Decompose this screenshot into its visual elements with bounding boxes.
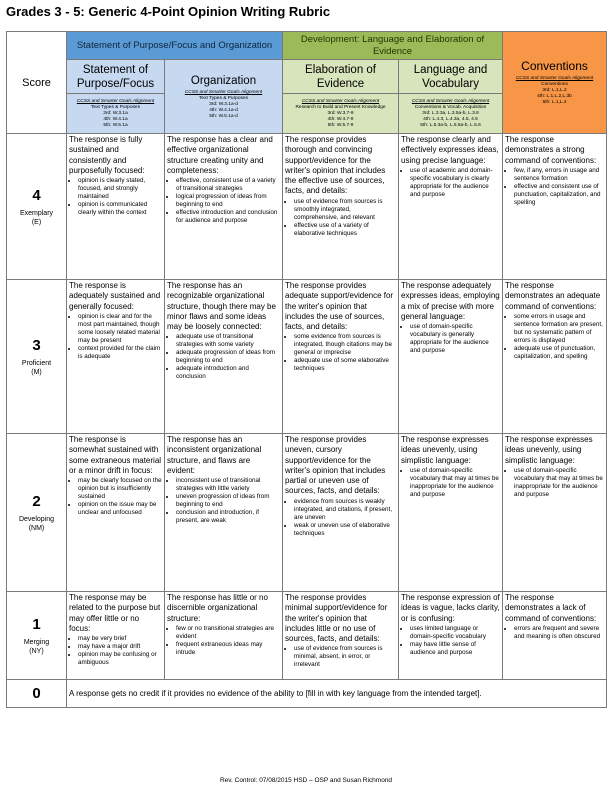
score-header: Score: [7, 32, 67, 134]
score-cell: [7, 280, 67, 434]
descriptor-bullet: • use of domain-specific vocabulary that may at times be inappropriate for the audience and purpose: [410, 467, 500, 499]
std-line: CCSS and Smarter Goals Alignment: [411, 98, 490, 104]
score-label: Merging: [23, 638, 50, 646]
descriptor-bullet: • use of academic and domain-specific vocabulary is clearly appropriate for the audience and purpose: [410, 167, 500, 199]
descriptor-bullet: • uses limited language or domain-specific vocabulary: [410, 625, 500, 641]
score-code: (NM): [28, 524, 45, 532]
elaboration-title: Elaboration of Evidence: [305, 63, 376, 90]
std-line: 4th: W.4.1a-d: [209, 107, 238, 113]
organization-standards: [167, 90, 280, 120]
score-row-2: [7, 434, 607, 592]
statement-purpose-header: [67, 60, 165, 94]
std-line: 5th: W.5.1a-d: [209, 113, 238, 119]
descriptor-bullets: [285, 198, 396, 238]
descriptor-bullet: • adequate use of transitional strategies with some variety: [176, 333, 280, 349]
descriptor-bullet: • effective introduction and conclusion for audience and purpose: [176, 209, 280, 225]
descriptor-bullets: [505, 467, 604, 499]
std-line: 4th: W.4.7-9: [327, 116, 354, 122]
development-group-header: Development: Language and Elaboration of Evidence: [283, 32, 503, 60]
language-title: Language and Vocabulary: [413, 63, 488, 90]
std-line: 5th: W.5.1a: [103, 122, 128, 128]
footer-revision: Rev. Control: 07/08/2015 HSD – OSP and Susan Richmond: [219, 777, 393, 784]
descriptor-bullets: [401, 467, 500, 499]
descriptor-text: The response is adequately sustained and generally focused:: [69, 281, 161, 311]
descriptor-text: The response demonstrates a lack of command of conventions:: [505, 593, 597, 623]
descriptor-text: The response has an inconsistent organizational structure, and flaws are evident:: [167, 435, 262, 475]
descriptor-bullets: [167, 333, 280, 381]
descriptor-bullet: • inconsistent use of transitional strategies with little variety: [176, 477, 280, 493]
organization-descriptor: [165, 592, 283, 680]
descriptor-text: The response clearly and effectively expresses ideas, using precise language:: [401, 135, 499, 165]
descriptor-bullet: • effective use of a variety of elaborative techniques: [294, 222, 396, 238]
descriptor-bullets: [401, 625, 500, 657]
descriptor-text: The response expression of ideas is vague, lacks clarity, or is confusing:: [401, 593, 500, 623]
std-line: Text Types & Purposes: [199, 95, 248, 101]
elaboration-descriptor: [283, 134, 399, 280]
std-line: 3rd: W.3.1a: [103, 110, 128, 116]
descriptor-text: The response demonstrates an adequate command of conventions:: [505, 281, 601, 311]
score-cell: [7, 134, 67, 280]
descriptor-bullet: • adequate introduction and conclusion: [176, 365, 280, 381]
std-line: 3rd: L.3.3a, L.3.5a-b, L.3.6: [422, 110, 479, 116]
descriptor-bullets: [69, 313, 162, 361]
descriptor-text: The response expresses ideas unevenly, using simplistic language:: [401, 435, 489, 465]
rubric-table: [6, 31, 607, 708]
organization-header: [165, 60, 283, 134]
std-line: Text Types & Purposes: [91, 104, 140, 110]
descriptor-bullets: [69, 635, 162, 667]
descriptor-text: The response provides thorough and convincing support/evidence for the writer's opinion that includes the effective use of sources, facts, and details:: [285, 135, 386, 196]
descriptor-text: The response may be related to the purpose but may offer little or no focus:: [69, 593, 161, 633]
descriptor-bullets: [167, 625, 280, 657]
descriptor-bullet: • may have little sense of audience and purpose: [410, 641, 500, 657]
elaboration-standards: [283, 94, 399, 134]
organization-descriptor: [165, 280, 283, 434]
conventions-title: Conventions: [521, 59, 588, 73]
conventions-descriptor: [503, 134, 607, 280]
descriptor-bullets: [401, 323, 500, 355]
descriptor-text: The response is fully sustained and consistently and purposefully focused:: [69, 135, 145, 175]
elaboration-descriptor: [283, 434, 399, 592]
descriptor-bullet: • use of domain-specific vocabulary is generally appropriate for the audience and purpose: [410, 323, 500, 355]
score-cell: [7, 434, 67, 592]
descriptor-bullet: • logical progression of ideas from beginning to end: [176, 193, 280, 209]
language-descriptor: [399, 592, 503, 680]
descriptor-bullet: • may be clearly focused on the opinion but is insufficiently sustained: [78, 477, 162, 501]
descriptor-bullets: [505, 167, 604, 207]
descriptor-bullets: [401, 167, 500, 199]
score-label: Proficient: [21, 359, 52, 367]
score-zero: 0: [7, 680, 67, 708]
std-line: CCSS and Smarter Goals Alignment: [184, 89, 263, 95]
organization-descriptor: [165, 434, 283, 592]
descriptor-bullet: • effective and consistent use of punctuation, capitalization, and spelling: [514, 183, 604, 207]
elaboration-descriptor: [283, 592, 399, 680]
descriptor-bullet: • opinion is communicated clearly within the context: [78, 201, 162, 217]
descriptor-bullet: • errors are frequent and severe and meaning is often obscured: [514, 625, 604, 641]
conventions-descriptor: [503, 592, 607, 680]
descriptor-text: The response adequately expresses ideas, employing a mix of precise with more general language:: [401, 281, 500, 321]
score-value: 2: [32, 492, 41, 510]
purpose-descriptor: [67, 434, 165, 592]
score-cell: [7, 592, 67, 680]
organization-descriptor: [165, 134, 283, 280]
descriptor-text: The response is somewhat sustained with some extraneous material or a minor drift in focus:: [69, 435, 162, 475]
purpose-descriptor: [67, 280, 165, 434]
descriptor-bullet: • use of domain-specific vocabulary that may at times be inappropriate for the audience and purpose: [514, 467, 604, 499]
statement-purpose-title: Statement of Purpose/Focus: [76, 63, 155, 90]
score-label: Developing: [18, 515, 55, 523]
std-line: 3rd: L.1,L.2: [542, 88, 567, 93]
std-line: CCSS and Smarter Goals Alignment: [515, 76, 594, 81]
descriptor-text: The response has little or no discernible organizational structure:: [167, 593, 268, 623]
score-row-3: [7, 280, 607, 434]
descriptor-bullets: [167, 477, 280, 525]
std-line: 5th: W.5.7-9: [327, 122, 354, 128]
conventions-header: [503, 32, 607, 134]
descriptor-bullet: • adequate use of some elaborative techniques: [294, 357, 396, 373]
std-line: 5th: L.1,L.2: [542, 100, 567, 105]
language-descriptor: [399, 134, 503, 280]
descriptor-text: The response provides adequate support/evidence for the writer's opinion that includes the use of sources, facts, and details:: [285, 281, 394, 332]
score-code: (E): [31, 218, 42, 226]
score-value: 4: [32, 186, 41, 204]
std-line: 3rd: W.3.1a-d: [209, 101, 238, 107]
descriptor-bullets: [505, 313, 604, 361]
descriptor-bullet: • conclusion and introduction, if present, are weak: [176, 509, 280, 525]
descriptor-bullets: [285, 645, 396, 669]
std-line: 4th: W.4.1a: [103, 116, 128, 122]
std-line: CCSS and Smarter Goals Alignment: [76, 98, 155, 104]
descriptor-text: The response provides minimal support/evidence for the writer's opinion that includes little or no use of sources, facts, and details:: [285, 593, 388, 644]
descriptor-bullet: • uneven progression of ideas from beginning to end: [176, 493, 280, 509]
score-code: (M): [31, 368, 42, 376]
descriptor-bullet: • effective, consistent use of a variety of transitional strategies: [176, 177, 280, 193]
language-descriptor: [399, 434, 503, 592]
elaboration-descriptor: [283, 280, 399, 434]
statement-purpose-standards: [67, 94, 165, 134]
descriptor-text: The response expresses ideas unevenly, using simplistic language:: [505, 435, 593, 465]
std-line: Conventions & Vocab. Acquisition: [414, 104, 487, 110]
language-standards: [399, 94, 503, 134]
descriptor-bullet: • may be very brief: [78, 635, 162, 643]
std-line: CCSS and Smarter Goals Alignment: [301, 98, 380, 104]
descriptor-bullet: • opinion may be confusing or ambiguous: [78, 651, 162, 667]
elaboration-header: [283, 60, 399, 94]
organization-title: Organization: [190, 74, 257, 87]
descriptor-bullet: • evidence from sources is weakly integrated, and citations, if present, are uneven: [294, 498, 396, 522]
std-line: Research to Build and Present Knowledge: [295, 104, 386, 110]
purpose-group-header: Statement of Purpose/Focus and Organization: [67, 32, 283, 60]
score-code: (NY): [29, 647, 44, 655]
std-line: 4th: L.1,L.2,L.3b: [537, 94, 572, 99]
descriptor-bullets: [285, 333, 396, 373]
descriptor-bullet: • opinion is clearly stated, focused, and strongly maintained: [78, 177, 162, 201]
purpose-descriptor: [67, 134, 165, 280]
descriptor-bullet: • few or no transitional strategies are evident: [176, 625, 280, 641]
std-line: 4th: L.4.3, L.4.3a, 4.5, 4.6: [423, 116, 478, 122]
score-row-4: [7, 134, 607, 280]
zero-row-text: A response gets no credit if it provides no evidence of the ability to [fill in with key language from the intended target].: [67, 680, 607, 708]
rubric-body: [7, 134, 607, 680]
conventions-standards: [505, 76, 604, 106]
descriptor-bullet: • some errors in usage and sentence formation are present, but no systematic pattern of errors is displayed: [514, 313, 604, 345]
score-value: 3: [32, 336, 41, 354]
conventions-descriptor: [503, 280, 607, 434]
descriptor-text: The response has a clear and effective organizational structure creating unity and completeness:: [167, 135, 273, 175]
descriptor-text: The response demonstrates a strong command of conventions:: [505, 135, 597, 165]
descriptor-bullets: [285, 498, 396, 538]
descriptor-bullets: [167, 177, 280, 225]
descriptor-text: The response has an recognizable organizational structure, though there may be minor flaws and some ideas may be loosely connected:: [167, 281, 276, 332]
std-line: 3rd: W.3.7-9: [327, 110, 354, 116]
std-line: 5th: L.5.3a-b, L.5.5a-b, L.5.6: [420, 122, 481, 128]
descriptor-bullet: • weak or uneven use of elaborative techniques: [294, 522, 396, 538]
descriptor-bullet: • use of evidence from sources is smoothly integrated, comprehensive, and relevant: [294, 198, 396, 222]
descriptor-bullet: • few, if any, errors in usage and sentence formation: [514, 167, 604, 183]
descriptor-text: The response provides uneven, cursory support/evidence for the writer's opinion that includes partial or uneven use of sources, facts, and details:: [285, 435, 386, 496]
descriptor-bullet: • frequent extraneous ideas may intrude: [176, 641, 280, 657]
language-header: [399, 60, 503, 94]
score-label: Exemplary: [19, 209, 54, 217]
descriptor-bullet: • use of evidence from sources is minimal, absent, in error, or irrelevant: [294, 645, 396, 669]
descriptor-bullet: • opinion on the issue may be unclear and unfocused: [78, 501, 162, 517]
purpose-descriptor: [67, 592, 165, 680]
descriptor-bullet: • context provided for the claim is adequate: [78, 345, 162, 361]
page-title: Grades 3 - 5: Generic 4-Point Opinion Writing Rubric: [6, 4, 331, 19]
score-row-1: [7, 592, 607, 680]
descriptor-bullets: [505, 625, 604, 641]
descriptor-bullet: • may have a major drift: [78, 643, 162, 651]
descriptor-bullet: • adequate progression of ideas from beginning to end: [176, 349, 280, 365]
descriptor-bullet: • adequate use of punctuation, capitalization, and spelling: [514, 345, 604, 361]
descriptor-bullets: [69, 177, 162, 217]
language-descriptor: [399, 280, 503, 434]
std-line: Conventions: [541, 82, 568, 87]
descriptor-bullet: • some evidence from sources is integrated, though citations may be general or imprecise: [294, 333, 396, 357]
descriptor-bullet: • opinion is clear and for the most part maintained, though some loosely related material may be present: [78, 313, 162, 345]
descriptor-bullets: [69, 477, 162, 517]
score-value: 1: [32, 615, 41, 633]
conventions-descriptor: [503, 434, 607, 592]
